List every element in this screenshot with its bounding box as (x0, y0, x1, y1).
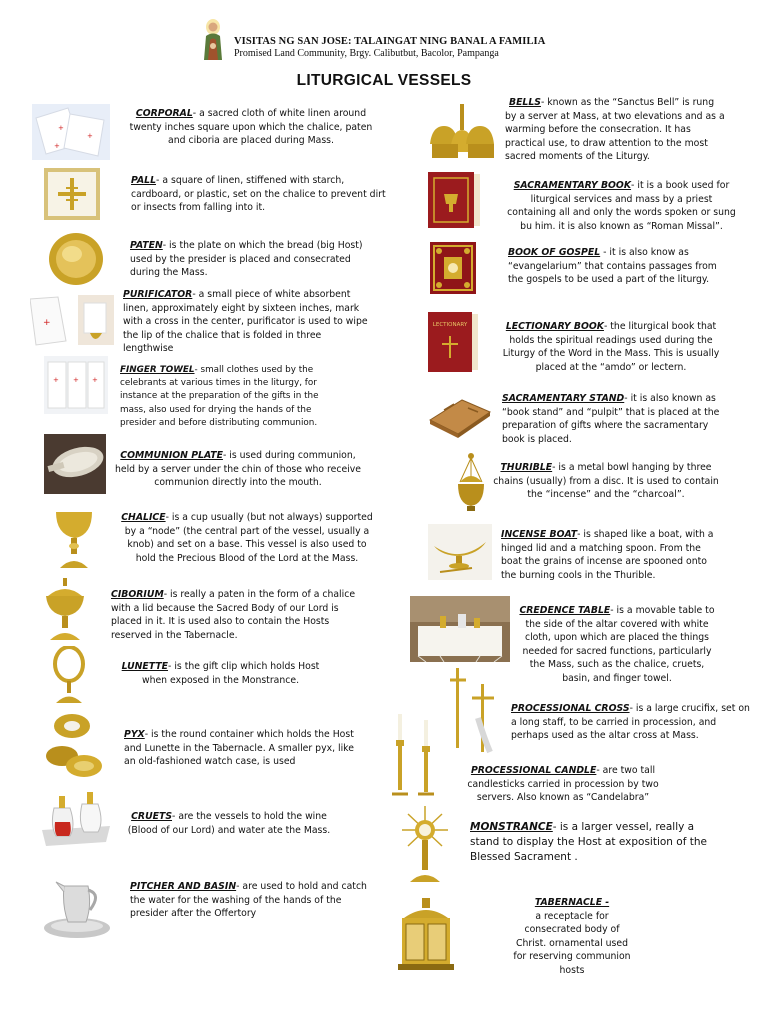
book-stand-icon (424, 394, 494, 440)
page-title: LITURGICAL VESSELS (296, 72, 472, 89)
cruets-icon (40, 786, 112, 848)
pitcher-basin-entry: PITCHER AND BASIN- are used to hold and catch the water for the washing of the hands of the presider after the Offertory (130, 881, 367, 919)
pall-icon (44, 168, 100, 220)
cruets-entry: CRUETS- are the vessels to hold the wine (Blood of our Lord) and water ate the Mass. (127, 811, 331, 836)
lectionary-book-entry: LECTIONARY BOOK- the liturgical book that holds the spiritual readings used during the Liturgy of the Word in the Mass. This is usually placed at the “amdo” or lectern. (502, 321, 720, 373)
header-subtitle: Promised Land Community, Brgy. Calibutbut, Bacolor, Pampanga (234, 48, 499, 59)
sacramentary-stand-entry: SACRAMENTARY STAND- it is also known as “book stand” and “pulpit” that is placed at the preparation of gifts where the sacramentary book is placed. (502, 393, 720, 445)
pyx-icon (40, 712, 106, 780)
saint-joseph-logo (198, 18, 228, 60)
chalice-entry: CHALICE- is a cup usually (but not always) supported by a “node” (the central part of the vessel, usually a knob) and set on a base. This vessel is also used to hold the Precious Blood of the Lord at the Mass. (121, 512, 373, 564)
bells-entry: BELLS- known as the “Sanctus Bell” is rung by a server at Mass, at two elevations and as a warming before the consecration. It has practical use, to draw attention to the most sacred moments of the Liturgy. (505, 97, 725, 162)
purificator-entry: PURIFICATOR- a small piece of white absorbent linen, approximately eight by sixteen inches, mark with a cross in the center, purificator is used to wipe the lip of the chalice that is folded in three lengthwise (123, 289, 368, 354)
processional-cross-entry: PROCESSIONAL CROSS- is a large crucifix, set on a long staff, to be carried in procession, and perhaps used as the altar cross at Mass. (511, 703, 750, 741)
lunette-entry: LUNETTE- is the gift clip which holds Host when exposed in the Monstrance. (121, 661, 320, 686)
processional-candle-entry: PROCESSIONAL CANDLE- are two tall candlesticks carried in procession by two servers. Also known as “Candelabra” (467, 765, 659, 803)
sacramentary-book-entry: SACRAMENTARY BOOK- it is a book used for liturgical services and mass by a priest containing all and only the words spoken or sung bu him. it is also known as “Roman Missal”. (507, 180, 736, 232)
pyx-entry: PYX- is the round container which holds the Host and Lunette in the Tabernacle. A smaller pyx, like an old-fashioned watch case, is used (124, 729, 354, 767)
ciborium-entry: CIBORIUM- is really a paten in the form of a chalice with a lid because the Sacred Body of our Lord is placed in it. It is used also to contain the Hosts reserved in the Tabernacle. (111, 589, 356, 641)
svg-text:+: + (43, 318, 51, 328)
pall-entry: PALL- a square of linen, stiffened with starch, cardboard, or plastic, set on the chalice to prevent dirt or insects from falling into it. (131, 175, 386, 213)
paten-icon (48, 232, 104, 286)
incense-boat-entry: INCENSE BOAT- is shaped like a boat, with a hinged lid and a matching spoon. From the boat the grains of incense are spooned onto the burning cools in the Thurible. (501, 529, 714, 581)
credence-table-entry: CREDENCE TABLE- is a movable table to the side of the altar covered with white cloth, upon which are placed the things needed for sacred functions, particularly the Mass, such as the chalice, cruets, basin, and finger towel. (519, 605, 715, 684)
svg-text:+: + (87, 132, 93, 140)
lunette-icon (52, 646, 86, 704)
processional-candle-icon (392, 710, 444, 796)
finger-towel-icon (44, 356, 108, 414)
thurible-icon (454, 452, 488, 512)
purificator-icon (30, 295, 116, 349)
book-of-gospel-entry: BOOK OF GOSPEL - it is also know as “evangelarium” that contains passages from the gospels to be used a part of the liturgy. (508, 247, 717, 285)
svg-text:+: + (53, 376, 59, 384)
header-title: VISITAS NG SAN JOSE: TALAINGAT NING BANAL A FAMILIA (234, 36, 546, 47)
processional-cross-icon (440, 668, 500, 754)
incense-boat-icon (428, 524, 492, 580)
sacramentary-book-icon (428, 172, 480, 228)
chalice-icon (52, 510, 96, 570)
svg-text:+: + (92, 376, 98, 384)
thurible-entry: THURIBLE- is a metal bowl hanging by three chains (usually) from a disc. It is used to contain the “incense” and the “charcoal”. (493, 462, 719, 500)
lectionary-book-label: LECTIONARY (432, 322, 468, 328)
credence-table-icon (410, 596, 510, 662)
lectionary-book-icon (428, 312, 478, 372)
tabernacle-icon (396, 898, 456, 970)
svg-text:+: + (54, 142, 60, 150)
paten-entry: PATEN- is the plate on which the bread (big Host) used by the presider is placed and consecrated during the Mass. (130, 240, 363, 278)
monstrance-icon (400, 806, 450, 882)
svg-text:+: + (58, 124, 64, 132)
pitcher-basin-icon (42, 876, 112, 940)
bells-icon (428, 104, 496, 162)
ciborium-icon (42, 578, 88, 642)
corporal-icon (32, 104, 110, 160)
finger-towel-entry: FINGER TOWEL- small clothes used by the celebrants at various times in the liturgy, for instance at the preparation of the gifts in the mass, also used for drying the hands of the presider and before distributing communion. (120, 365, 319, 428)
communion-plate-icon (44, 434, 106, 494)
monstrance-entry: MONSTRANCE- is a larger vessel, really a stand to display the Host at exposition of the Blessed Sacrament . (470, 821, 707, 863)
book-of-gospel-icon (430, 242, 476, 294)
communion-plate-entry: COMMUNION PLATE- is used during communion, held by a server under the chin of those who receive communion directly into the mouth. (114, 450, 362, 488)
corporal-entry: CORPORAL- a sacred cloth of white linen around twenty inches square upon which the chalice, paten and ciboria are placed during Mass. (129, 108, 373, 146)
tabernacle-entry: TABERNACLE - a receptacle for consecrated body of Christ. ornamental used for reserving communion hosts (513, 897, 631, 976)
svg-text:+: + (73, 376, 79, 384)
